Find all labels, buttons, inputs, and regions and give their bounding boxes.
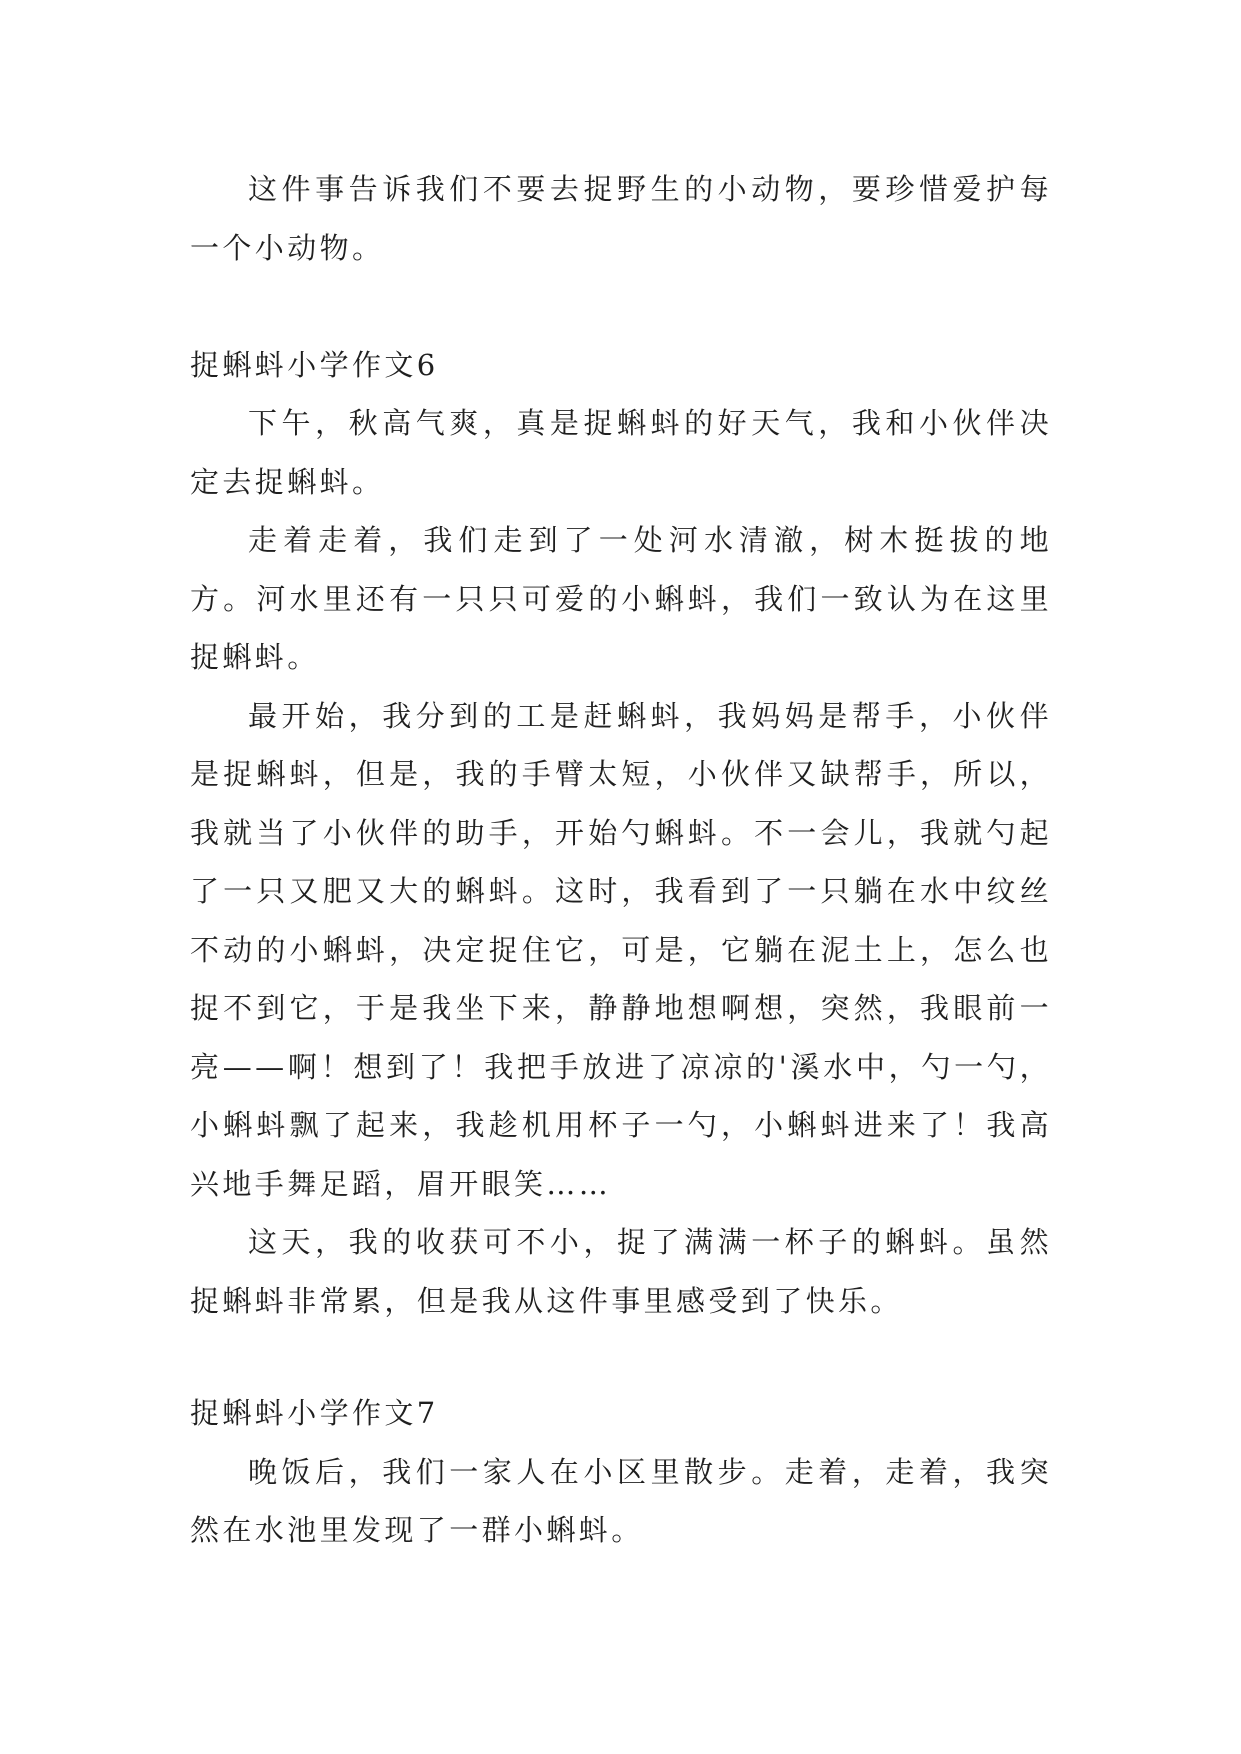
section-title: 捉蝌蚪小学作文7 [190, 1396, 439, 1430]
paragraph: 晚饭后，我们一家人在小区里散步。走着，走着，我突然在水池里发现了一群小蝌蚪。 [190, 1454, 1052, 1547]
paragraph: 走着走着，我们走到了一处河水清澈，树木挺拔的地方。河水里还有一只只可爱的小蝌蚪，我们一致认为在这里捉蝌蚪。 [190, 523, 1052, 674]
document-body [190, 160, 1052, 1560]
paragraph: 最开始，我分到的工是赶蝌蚪，我妈妈是帮手，小伙伴是捉蝌蚪，但是，我的手臂太短，小伙伴又缺帮手，所以，我就当了小伙伴的助手，开始勺蝌蚪。不一会儿，我就勺起了一只又肥又大的蝌蚪。这时，我看到了一只躺在水中纹丝不动的小蝌蚪，决定捉住它，可是，它躺在泥土上，怎么也捉不到它，于是我坐下来，静静地想啊想，突然，我眼前一亮——啊！想到了！我把手放进了凉凉的'溪水中，勺一勺，小蝌蚪飘了起来，我趁机用杯子一勺，小蝌蚪进来了！我高兴地手舞足蹈，眉开眼笑…… [190, 698, 1052, 1201]
paragraph: 下午，秋高气爽，真是捉蝌蚪的好天气，我和小伙伴决定去捉蝌蚪。 [190, 406, 1052, 499]
section-spacer [190, 277, 1052, 336]
section-spacer [190, 1330, 1052, 1384]
paragraph: 这天，我的收获可不小，捉了满满一杯子的蝌蚪。虽然捉蝌蚪非常累，但是我从这件事里感受到了快乐。 [190, 1225, 1052, 1318]
section-title: 捉蝌蚪小学作文6 [190, 347, 439, 382]
paragraph: 这件事告诉我们不要去捉野生的小动物，要珍惜爱护每一个小动物。 [190, 172, 1052, 265]
